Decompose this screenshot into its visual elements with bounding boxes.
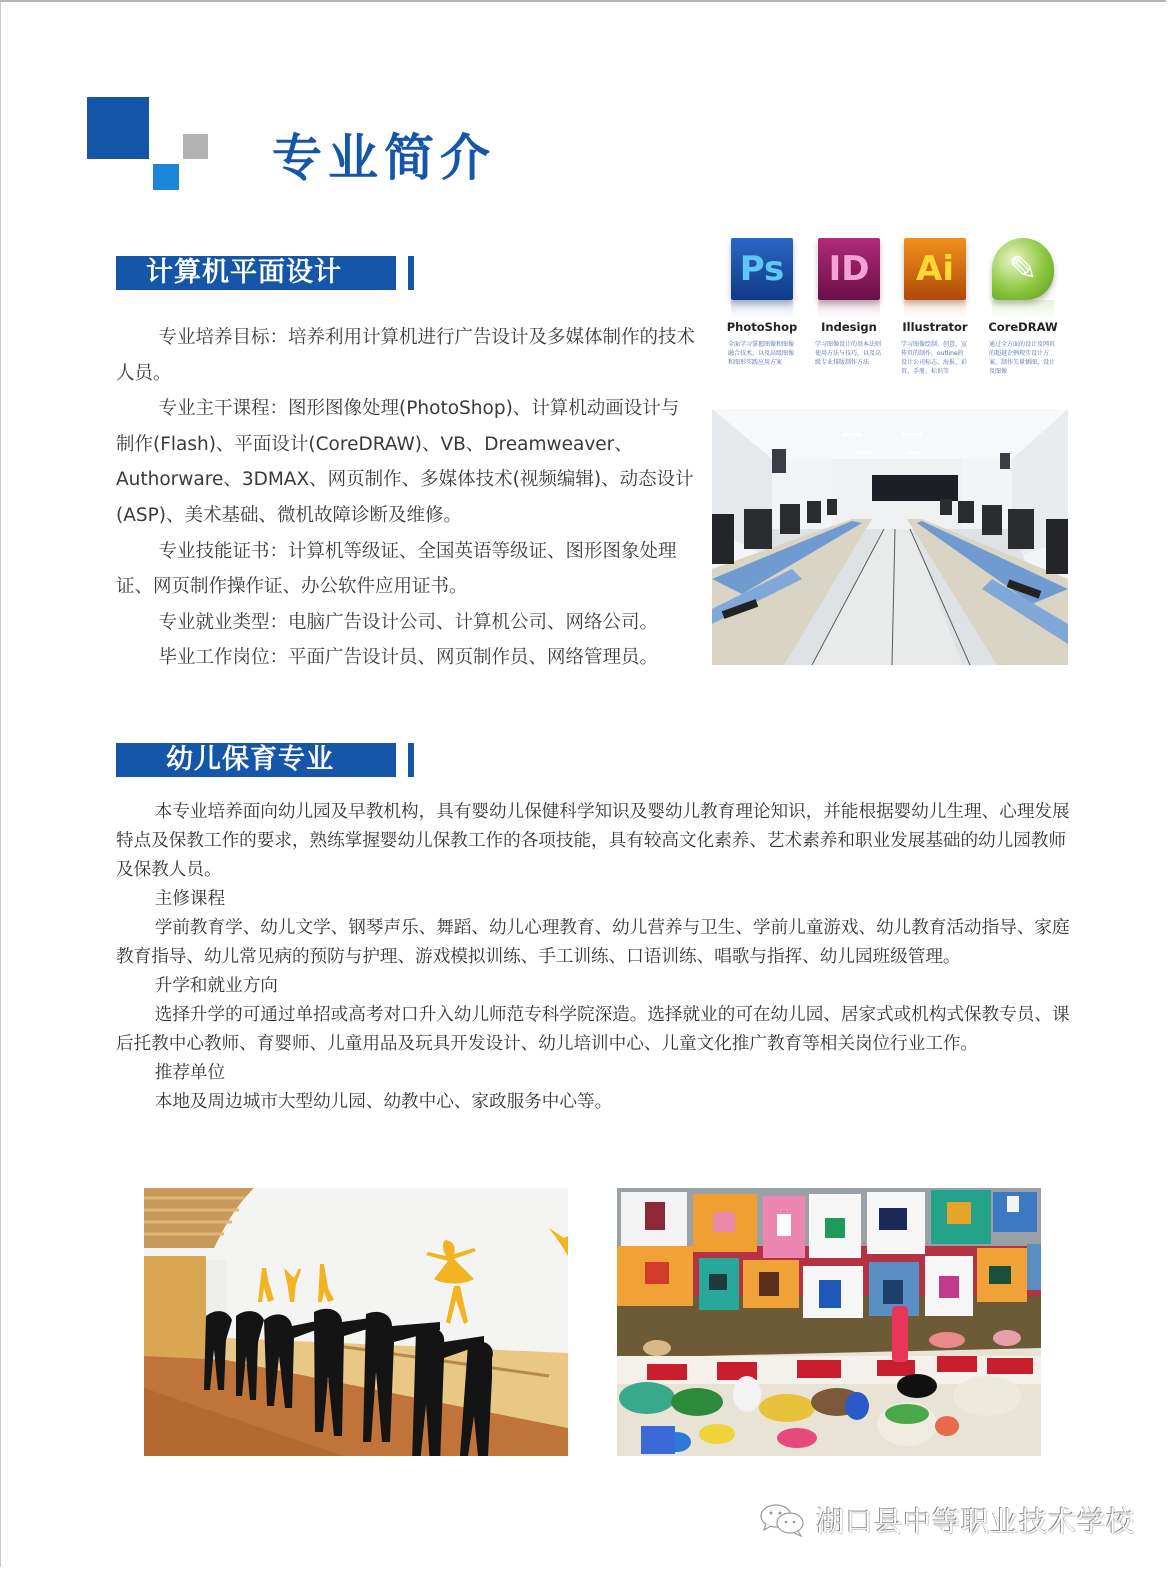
photoshop-icon: Ps: [731, 238, 793, 300]
icon-reflection: [818, 300, 880, 318]
section-banner-label: 计算机平面设计: [146, 257, 342, 288]
software-name: CoreDRAW: [988, 320, 1058, 334]
logo-square-gray: [183, 134, 208, 159]
section-banner-childcare: [116, 743, 396, 777]
software-coreldraw: [983, 238, 1063, 376]
paragraph-courses: 专业主干课程：图形图像处理(PhotoShop)、计算机动画设计与制作(Flash)、平面设计(CoreDRAW)、VB、Dreamweaver、Authorware、3DMAX、网页制作、多媒体技术(视频编辑)、动态设计(ASP)、美术基础、微机故障诊断及维修。: [116, 398, 694, 526]
childcare-description: [116, 798, 1072, 1117]
software-description: 学习图像设计的基本法则使用方法与技巧，以及高级专业排版制作方法: [815, 341, 882, 366]
section-banner-graphic-design: [116, 256, 396, 290]
graphic-design-description: [116, 320, 696, 676]
logo-square-large: [87, 97, 149, 159]
banner-tick-mark: [408, 743, 414, 777]
heading-recommend: 推荐单位: [154, 1063, 226, 1083]
heading-courses: 主修课程: [154, 889, 226, 909]
watermark-text: 湖口县中等职业技术学校: [816, 1505, 1136, 1538]
coreldraw-icon: ✎: [992, 238, 1054, 300]
dance-class-photo: [144, 1188, 568, 1456]
logo-square-small: [153, 164, 179, 190]
software-description: 通过全方面的设计及网页的超越企例现实设计方案，制作矢量插图、设计及图像: [989, 341, 1056, 375]
software-photoshop: [722, 238, 802, 367]
heading-career: 升学和就业方向: [154, 976, 278, 996]
software-name: Indesign: [821, 320, 877, 334]
paragraph-recommend: 本地及周边城市大型幼儿园、幼教中心、家政服务中心等。: [154, 1092, 613, 1112]
watermark: [758, 1500, 1135, 1540]
paragraph-goal: 专业培养目标：培养利用计算机进行广告设计及多媒体制作的技术人员。: [116, 327, 696, 384]
software-name: Illustrator: [902, 320, 968, 334]
software-name: PhotoShop: [726, 320, 798, 334]
handicraft-exhibition-photo: [617, 1188, 1041, 1456]
page-title: 专业简介: [272, 129, 496, 187]
icon-reflection: [904, 300, 966, 318]
software-illustrator: [895, 238, 975, 376]
paragraph-certificates: 专业技能证书：计算机等级证、全国英语等级证、图形图象处理证、网页制作操作证、办公软件应用证书。: [116, 540, 677, 598]
software-description: 全面学习掌握图像和图像融合技术，以及高级图像和图形实践应用方案: [728, 341, 795, 366]
software-description: 学习图像绘制、创意、宣传页的制作，outline的设计公司标志、海报、彩页、手册、标识等: [901, 341, 968, 375]
wechat-icon: [758, 1502, 812, 1538]
icon-reflection: [992, 300, 1054, 318]
software-indesign: [809, 238, 889, 367]
banner-tick-mark: [408, 256, 414, 290]
paragraph-intro: 本专业培养面向幼儿园及早教机构，具有婴幼儿保健科学知识及婴幼儿教育理论知识，并能根据婴幼儿生理、心理发展特点及保教工作的要求，熟练掌握婴幼儿保教工作的各项技能，具有较高文化素养、艺术素养和职业发展基础的幼儿园教师及保教人员。: [116, 802, 1070, 880]
section-banner-label: 幼儿保育专业: [166, 744, 334, 775]
illustrator-icon: Ai: [904, 238, 966, 300]
indesign-icon: ID: [818, 238, 880, 300]
paragraph-employment-type: 专业就业类型：电脑广告设计公司、计算机公司、网络公司。: [158, 611, 659, 633]
computer-lab-photo: [712, 409, 1068, 665]
paragraph-courses: 学前教育学、幼儿文学、钢琴声乐、舞蹈、幼儿心理教育、幼儿营养与卫生、学前儿童游戏、幼儿教育活动指导、家庭教育指导、幼儿常见病的预防与护理、游戏模拟训练、手工训练、口语训练、唱歌与指挥、幼儿园班级管理。: [116, 918, 1070, 967]
paragraph-job-positions: 毕业工作岗位：平面广告设计员、网页制作员、网络管理员。: [158, 647, 659, 669]
icon-reflection: [731, 300, 793, 318]
paragraph-career: 选择升学的可通过单招或高考对口升入幼儿师范专科学院深造。选择就业的可在幼儿园、居家式或机构式保教专员、课后托教中心教师、育婴师、儿童用品及玩具开发设计、幼儿培训中心、儿童文化推广教育等相关岗位行业工作。: [116, 1005, 1070, 1054]
